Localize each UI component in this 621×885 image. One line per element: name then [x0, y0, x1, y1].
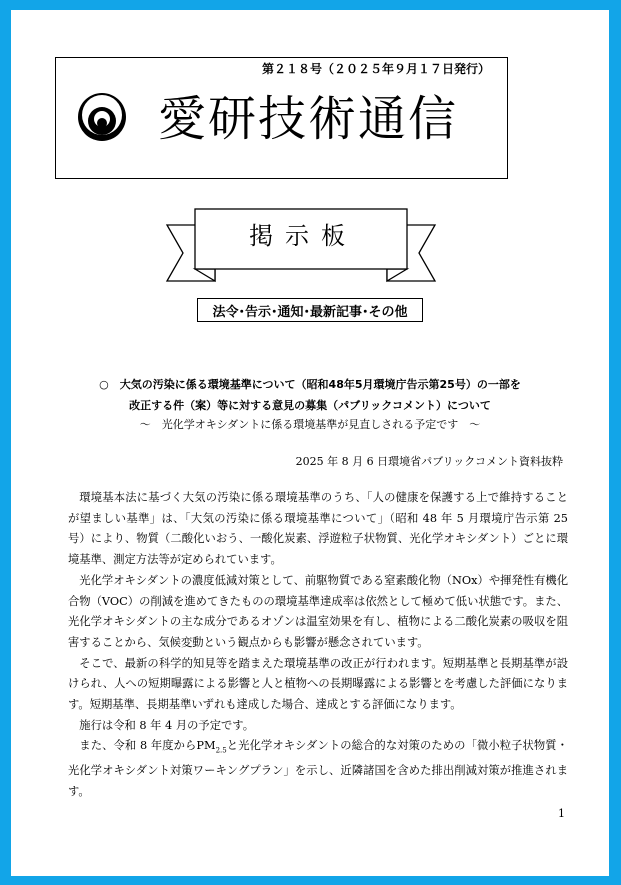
page-number: 1: [558, 807, 565, 820]
article-subheadline: ～ 光化学オキシダントに係る環境基準が見直しされる予定です ～: [139, 418, 481, 431]
article-headline-line2: 改正する件（案）等に対する意見の募集（パブリックコメント）について: [129, 399, 491, 412]
pm25-subscript: 2.5: [215, 746, 227, 755]
document-page: [11, 10, 609, 876]
category-label: 法令･告示･通知･最新記事･その他: [197, 298, 423, 322]
article-body: [68, 488, 568, 803]
bulletin-board-label: 掲示板: [249, 222, 357, 250]
pm25-base: PM: [196, 739, 216, 753]
newsletter-logo-icon: [76, 91, 128, 143]
newsletter-title: 愛研技術通信: [158, 91, 459, 147]
paragraph-last-before: また、令和 8 年度から: [79, 739, 197, 753]
article-headline-line1: ○ 大気の汚染に係る環境基準について（昭和48年5月環境庁告示第25号）の一部を: [99, 378, 521, 391]
article-source: 2025 年 8 月 6 日環境省パブリックコメント資料抜粋: [295, 455, 563, 468]
paragraph-last-after: と光化学オキシダントの総合的な対策のための「微小粒子状物質・光化学オキシダント対策ワーキングプラン」を示し、近隣諸国を含めた排出削減対策が推進されます。: [68, 739, 568, 799]
issue-number: 第２１８号（２０２５年９月１７日発行）: [262, 62, 491, 76]
paragraph-last: [68, 736, 568, 802]
paragraph: 環境基本法に基づく大気の汚染に係る環境基準のうち、「人の健康を保護する上で維持することが望ましい基準」は、「大気の汚染に係る環境基準について」（昭和 48 年 5 月環境庁告示第 25 号）により、物質（二酸化いおう、一酸化炭素、浮遊粒子状物質、光化学オキシダント）ごとに環境基準、測定方法等が定められています。: [68, 491, 568, 567]
pm25-term: [196, 739, 227, 755]
paragraph: そこで、最新の科学的知見等を踏まえた環境基準の改正が行われます。短期基準と長期基準が設けられ、人への短期曝露による影響と人と植物への長期曝露による影響とを考慮した評価になります。短期基準、長期基準いずれも達成した場合、達成とする評価になります。: [68, 656, 568, 712]
paragraph: 光化学オキシダントの濃度低減対策として、前駆物質である窒素酸化物（NOx）や揮発性有機化合物（VOC）の削減を進めてきたものの環境基準達成率は依然として極めて低い状態です。また、光化学オキシダントの主な成分であるオゾンは温室効果を有し、植物による二酸化炭素の吸収を阻害することから、気候変動という観点からも影響が懸念されています。: [68, 573, 568, 649]
paragraph: 施行は令和 8 年 4 月の予定です。: [79, 718, 254, 732]
masthead: [55, 57, 508, 179]
